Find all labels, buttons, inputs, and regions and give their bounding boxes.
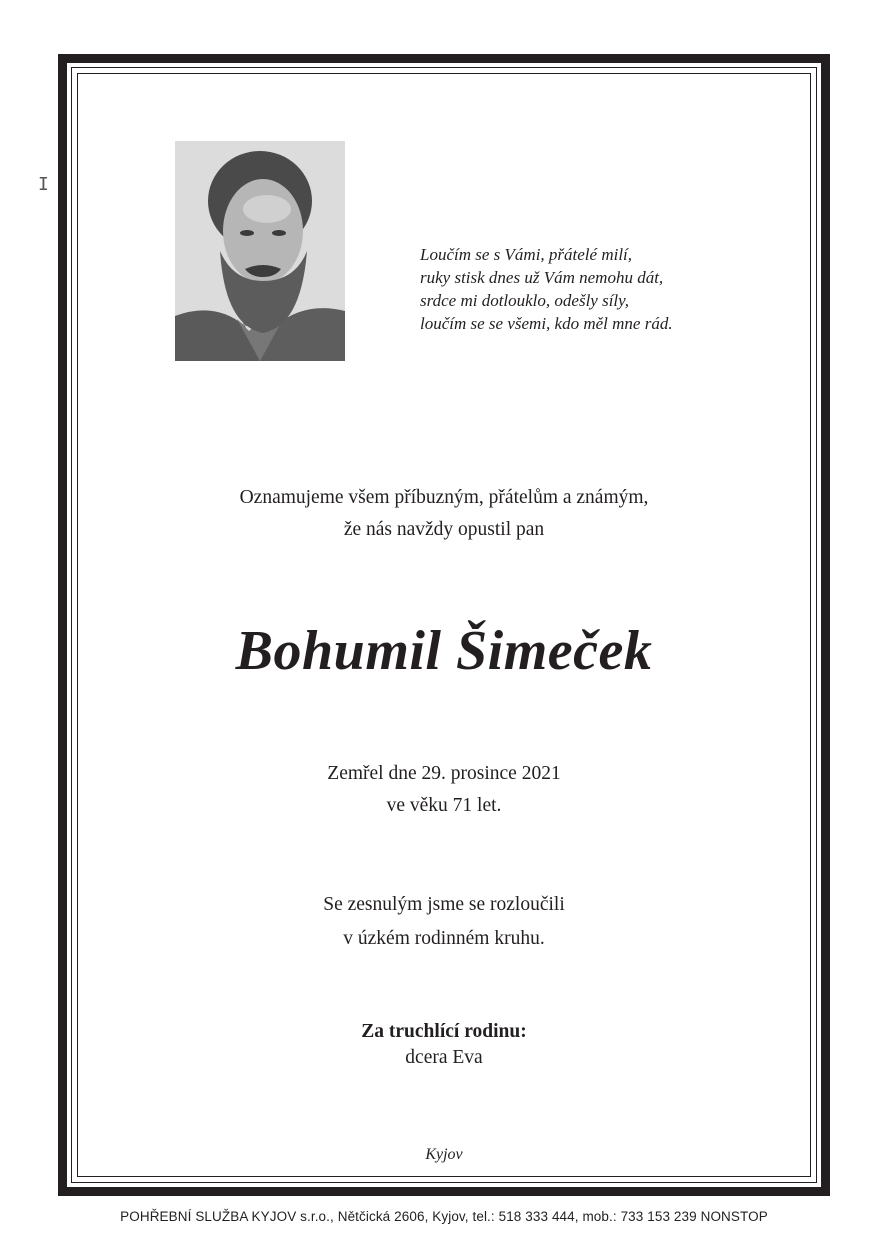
farewell-notice: [72, 888, 816, 956]
poem-line: srdce mi dotlouklo, odešly síly,: [420, 291, 630, 310]
announcement-line: že nás navždy opustil pan: [343, 519, 545, 540]
family-heading: Za truchlící rodinu:: [361, 1021, 527, 1042]
farewell-poem: [420, 243, 740, 335]
death-details: [72, 758, 816, 822]
announcement-line: Oznamujeme všem příbuzným, přátelům a známým,: [239, 487, 649, 508]
poem-line: ruky stisk dnes už Vám nemohu dát,: [420, 268, 664, 287]
death-age: ve věku 71 let.: [386, 795, 502, 816]
farewell-line: Se zesnulým jsme se rozloučili: [323, 894, 565, 915]
announcement: [72, 482, 816, 546]
family-member: dcera Eva: [405, 1047, 483, 1068]
text-cursor-icon: Ι: [38, 174, 49, 195]
poem-line: Loučím se s Vámi, přátelé milí,: [420, 245, 633, 264]
place-name: Kyjov: [425, 1146, 463, 1163]
farewell-line: v úzkém rodinném kruhu.: [343, 928, 545, 949]
portrait-photo: [175, 141, 345, 361]
deceased-name: Bohumil Šimeček: [235, 620, 653, 682]
funeral-service-footer: POHŘEBNÍ SLUŽBA KYJOV s.r.o., Nětčická 2606, Kyjov, tel.: 518 333 444, mob.: 733 153 239 NONSTOP: [120, 1209, 768, 1224]
poem-line: loučím se se všemi, kdo měl mne rád.: [420, 314, 673, 333]
death-date: Zemřel dne 29. prosince 2021: [327, 763, 561, 784]
